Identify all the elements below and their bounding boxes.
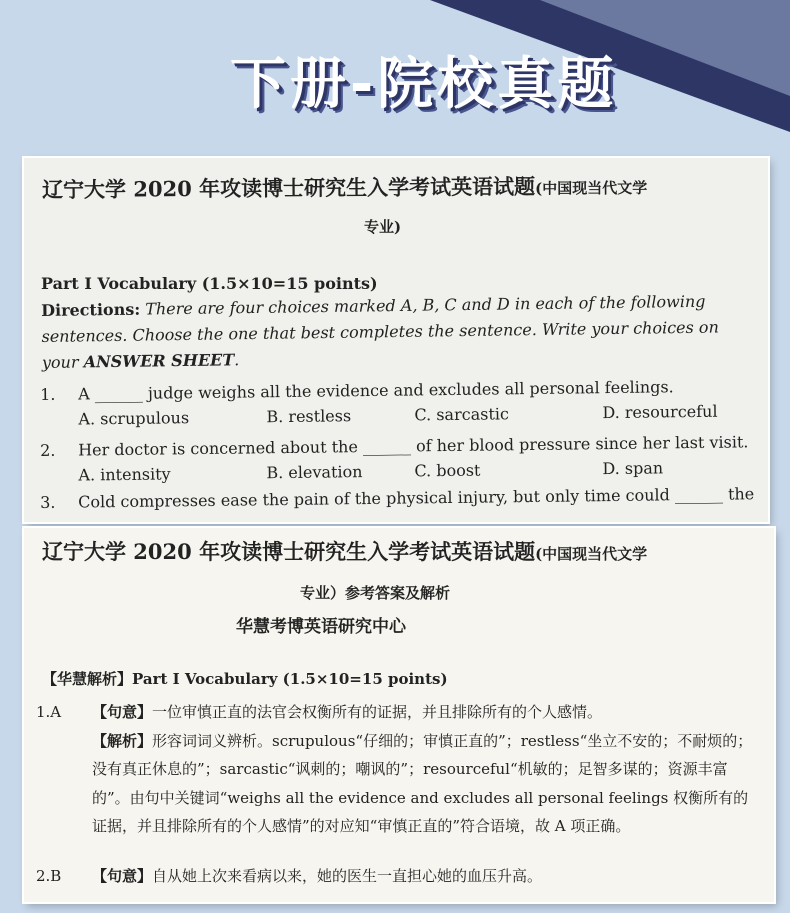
sentence-label: 【句意】 <box>92 867 153 885</box>
sentence-text: 自从她上次来看病以来，她的医生一直担心她的血压升高。 <box>152 867 543 885</box>
question-2 <box>40 429 761 488</box>
answer-key-card <box>24 528 774 902</box>
answer-number: 1.A <box>36 703 62 721</box>
exam-directions <box>41 288 760 376</box>
answer-sentence <box>92 698 762 727</box>
sentence-text: 一位审慎正直的法官会权衡所有的证据，并且排除所有的个人感情。 <box>152 703 603 721</box>
exam-title-main: 辽宁大学 2020 年攻读博士研究生入学考试英语试题 <box>41 173 536 203</box>
section-heading-text: Part I Vocabulary (1.5×10=15 points) <box>132 670 448 688</box>
option-b: B. restless <box>266 406 352 427</box>
question-number: 2. <box>40 440 56 460</box>
option-a: A. scrupulous <box>78 408 190 429</box>
research-center-name: 华慧考博英语研究中心 <box>236 617 406 637</box>
sentence-label: 【句意】 <box>92 703 153 721</box>
exam-part-heading: Part I Vocabulary (1.5×10=15 points) <box>41 274 378 293</box>
question-stem: Her doctor is concerned about the ______ of her blood pressure since her last visit. <box>78 432 749 460</box>
answer-title <box>42 536 647 566</box>
answer-sentence <box>92 862 762 891</box>
directions-emph: ANSWER SHEET <box>83 350 235 372</box>
question-stem: A ______ judge weighs all the evidence and excludes all personal feelings. <box>78 377 674 404</box>
answer-title-sub: (中国现当代文学 <box>535 545 648 563</box>
exam-title-line2: 专业) <box>364 218 402 236</box>
answer-title-line2: 专业）参考答案及解析 <box>300 584 451 602</box>
exam-title-sub: (中国现当代文学 <box>535 178 648 198</box>
question-number: 3. <box>40 492 56 512</box>
answer-analysis <box>92 727 762 841</box>
answer-section-heading <box>42 668 448 689</box>
answer-number: 2.B <box>36 867 62 885</box>
answer-item-1 <box>36 698 762 841</box>
question-stem: Cold compresses ease the pain of the physical injury, but only time could ______ the <box>78 484 755 512</box>
option-b: B. elevation <box>266 462 363 483</box>
option-a: A. intensity <box>78 464 171 485</box>
question-number: 1. <box>40 384 56 404</box>
option-c: C. boost <box>414 460 481 481</box>
exam-paper-card <box>24 158 768 522</box>
option-d: D. resourceful <box>602 401 718 423</box>
question-1 <box>40 373 761 432</box>
answer-item-2 <box>36 862 762 891</box>
directions-end: . <box>234 350 240 370</box>
directions-label: Directions: <box>41 299 141 320</box>
directions-text: There are four choices marked A, B, C and D in each of the following sentences. Choose the one that best completes the sentence. Write your choices on your <box>41 291 719 372</box>
exam-title <box>42 170 647 204</box>
banner-title: 下册-院校真题 <box>230 52 618 117</box>
section-label: 【华慧解析】 <box>42 670 133 688</box>
option-d: D. span <box>602 458 664 479</box>
analysis-text: 形容词词义辨析。scrupulous“仔细的；审慎正直的”；restless“坐立不安的；不耐烦的；没有真正休息的”；sarcastic“讽刺的；嘲讽的”；resourceful“机敏的；足智多谋的；资源丰富的”。由句中关键词“weighs all the evidence and excludes all personal feelings 权衡所有的证据，并且排除所有的个人感情”的对应知“审慎正直的”符合语境，故 A 项正确。 <box>92 731 753 835</box>
answer-title-main: 辽宁大学 2020 年攻读博士研究生入学考试英语试题 <box>42 539 536 564</box>
analysis-label: 【解析】 <box>92 731 153 750</box>
option-c: C. sarcastic <box>414 404 510 425</box>
